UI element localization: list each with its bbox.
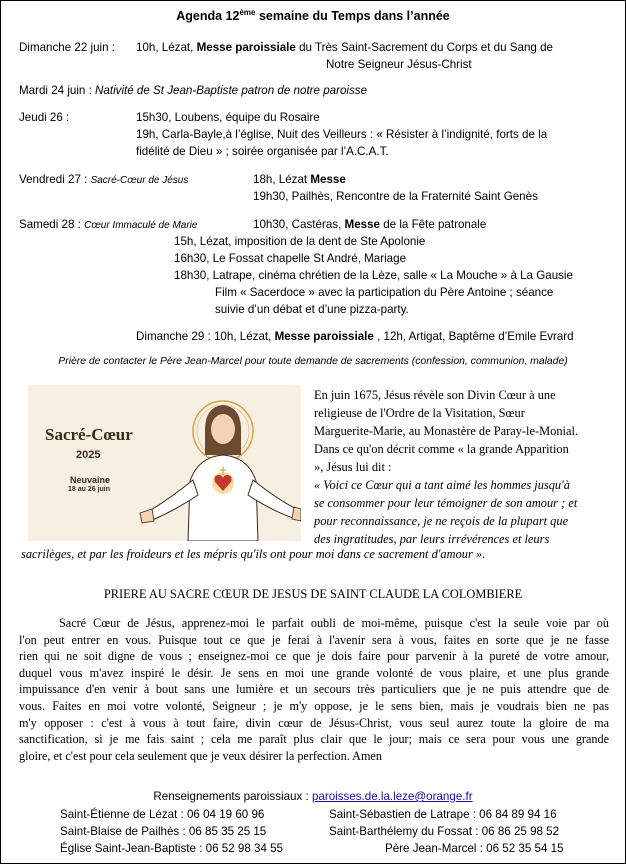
prayer-line: m'y opposer : c'est à vous à tout faire, divin cœur de Jésus-Christ, vous seul aurez toute la gloire de ma [19, 715, 609, 730]
prayer-line: sanctification, si je me fais saint ; cela me paraît plus clair que le jour; mais ce sera pour vous une grande [19, 732, 609, 747]
sacred-heart-picture [28, 385, 301, 541]
prayer-title: PRIERE AU SACRE CŒUR DE JESUS DE SAINT CLAUDE LA COLOMBIERE [103, 587, 523, 601]
thursday26-line2: 19h, Carla-Bayle,à l’église, Nuit des Veilleurs : « Résister à l’indignité, forts de la [136, 128, 548, 141]
sacred-heart-quote-2: se consommer pour leur témoigner de son amour ; et [314, 496, 578, 510]
sacraments-note: Prière de contacter le Père Jean-Marcel pour toute demande de sacrements (confession, communion, malade) [58, 356, 568, 367]
sacred-heart-quote-3: pour reconnaissance, je ne reçois de la plupart que [314, 514, 569, 528]
prayer-line: rien qui ne soit digne de vous ; enseignez-moi ce que je dois faire pour parvenir à la pureté de votre amour, [19, 649, 609, 664]
prayer-line: vous. Faites en moi votre volonté, Seigneur ; je m'y oppose, je le sens bien, mais je voudrais bien ne pas [19, 698, 609, 713]
friday27-line2: 19h30, Pailhès, Rencontre de la Fraternité Saint Genès [253, 190, 538, 203]
sunday29-entry: Dimanche 29 : 10h, Lézat, Messe paroissiale , 12h, Artigat, Baptême d’Emile Evrard [136, 330, 574, 343]
sunday22-line1: 10h, Lézat, Messe paroissiale du Très Saint-Sacrement du Corps et du Sang de [136, 41, 553, 54]
thursday26-line3: fidélité de Dieu » ; soirée organisée par l’A.C.A.T. [136, 145, 389, 158]
friday27-line1: 18h, Lézat Messe [253, 173, 346, 186]
sacred-heart-quote-1: « Voici ce Cœur qui a tant aimé les hommes jusqu'à [314, 478, 570, 492]
contact-saint-jean-baptiste: Église Saint-Jean-Baptiste : 06 52 98 34 55 [60, 842, 284, 855]
tuesday24-entry: Mardi 24 juin : Nativité de St Jean-Baptiste patron de notre paroisse [19, 84, 368, 97]
jesus-sacred-heart-icon [28, 385, 301, 541]
sacred-heart-quote-last: sacrilèges, et par les froideurs et les mépris qu'ils ont pour moi dans ce sacrement d'amour ». [21, 547, 486, 561]
saturday28-label: Samedi 28 : Cœur Immaculé de Marie [19, 218, 198, 231]
contact-pailhes: Saint-Blaise de Pailhès : 06 85 35 25 15 [60, 825, 267, 838]
saturday28-line5: Film « Sacerdoce » avec la participation du Père Antoine ; séance [215, 286, 554, 299]
thursday26-line1: 15h30, Loubens, équipe du Rosaire [136, 111, 320, 124]
sacred-heart-line-2: religieuse de l'Ordre de la Visitation, Sœur [314, 406, 525, 420]
contact-latrape: Saint-Sébastien de Latrape : 06 84 89 94 16 [329, 808, 557, 821]
sacred-heart-quote-4: des ingratitudes, par leurs irrévérences et leurs [314, 532, 550, 546]
contact-fossat: Saint-Barthélemy du Fossat : 06 86 25 98 52 [329, 825, 560, 838]
email-link[interactable]: paroisses.de.la.leze@orange.fr [311, 790, 473, 803]
sacred-heart-line-1: En juin 1675, Jésus révèle son Divin Cœur à une [314, 388, 556, 402]
prayer-line: impuissance d'en venir à bout sans une lumière et un secours très particuliers que je ne puis attendre que de [19, 682, 609, 697]
saturday28-line2: 15h, Lézat, imposition de la dent de Ste Apolonie [174, 235, 426, 248]
saturday28-line1: 10h30, Castéras, Messe de la Fête patronale [253, 218, 487, 231]
prayer-line: gloire, et c'est pour cela seulement que je veux désirer la perfection. Amen [19, 748, 382, 763]
thursday26-label: Jeudi 26 : [19, 111, 70, 124]
sunday22-label: Dimanche 22 juin : [19, 41, 116, 54]
picture-year: 2025 [76, 449, 101, 461]
saturday28-line6: suivie d’un débat et d’une pizza-party. [215, 303, 409, 316]
sacred-heart-line-4: Dans ce qu'on décrit comme « la grande Apparition [314, 442, 569, 456]
prayer-line: l'on peut entrer en vous. Puisque tout ce que je ferai à l'avenir sera à vous, faites en sorte que je ne fasse [19, 632, 609, 647]
contact-pere-jean-marcel: Père Jean-Marcel : 06 52 35 54 15 [385, 842, 564, 855]
picture-title: Sacré-Cœur [45, 425, 133, 444]
sunday22-line2: Notre Seigneur Jésus-Christ [326, 58, 472, 71]
sacred-heart-line-5: », Jésus lui dit : [314, 460, 392, 474]
agenda-title: Agenda 12ème semaine du Temps dans l’année [176, 8, 450, 24]
prayer-body [19, 615, 609, 764]
contact-lezat: Saint-Étienne de Lézat : 06 04 19 60 96 [60, 808, 265, 821]
saturday28-line3: 16h30, Le Fossat chapelle St André, Mariage [174, 252, 407, 265]
prayer-line: duquel vous m'avez inspiré le désir. Je sens en moi une grande volonté de vous plaire, et une plus grande [19, 665, 609, 680]
contacts-header: Renseignements paroissiaux : paroisses.de.la.leze@orange.fr [153, 790, 473, 803]
picture-novena: Neuvaine [70, 475, 111, 485]
friday27-label: Vendredi 27 : Sacré-Cœur de Jésus [19, 173, 189, 186]
sacred-heart-line-3: Marguerite-Marie, au Monastère de Paray-le-Monial. [314, 424, 579, 438]
saturday28-line4: 18h30, Latrape, cinéma chrétien de la Lèze, salle « La Mouche » à La Gausie [174, 269, 573, 282]
picture-dates: 18 au 26 juin [68, 486, 111, 493]
prayer-line: Sacré Cœur de Jésus, apprenez-moi le parfait oubli de moi-même, puisque c'est la seule voie par où [59, 616, 609, 630]
